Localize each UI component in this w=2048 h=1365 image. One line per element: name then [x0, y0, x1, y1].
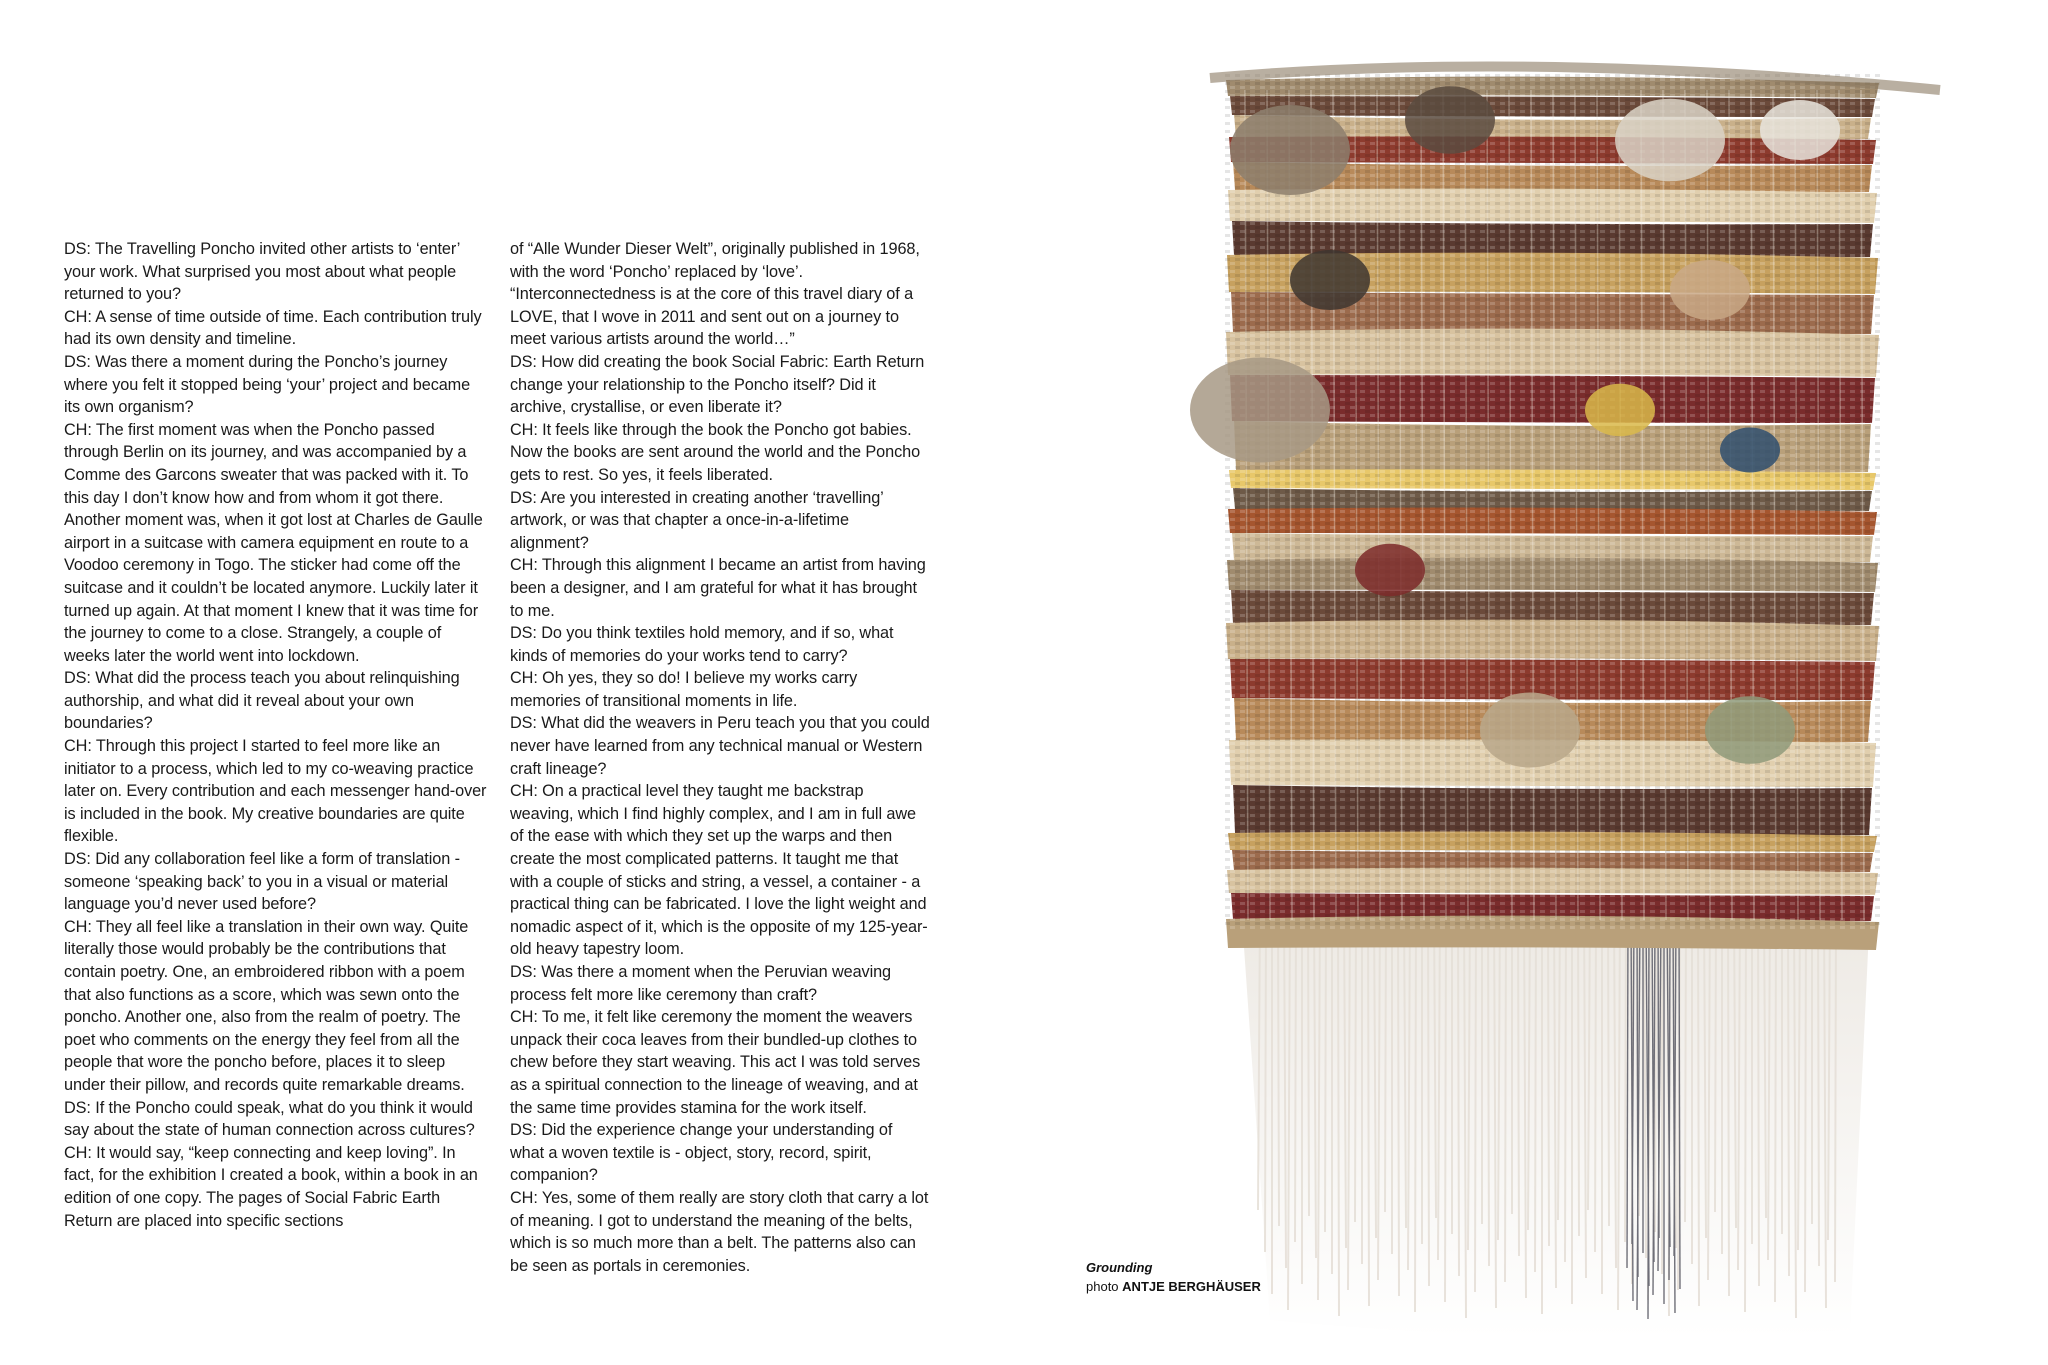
interview-paragraph: CH: Oh yes, they so do! I believe my works carry memories of transitional moments in life.: [510, 669, 858, 710]
grey-fringe-thread: [1669, 920, 1670, 1280]
wool-tuft: [1720, 428, 1780, 473]
fringe-thread: [1535, 910, 1536, 1272]
interview-paragraph: CH: It would say, “keep connecting and keep loving”. In fact, for the exhibition I created a book, within a book in an edition of one copy. The pages of Social Fabric Earth Return are placed into specific sections: [64, 1143, 478, 1230]
fringe-thread: [1788, 910, 1789, 1276]
fringe-thread: [1518, 910, 1519, 1256]
interview-paragraph: DS: If the Poncho could speak, what do you think it would say about the state of human connection across cultures?: [64, 1098, 475, 1140]
interview-paragraph: DS: Did the experience change your understanding of what a woven textile is - object, story, record, spirit, companion?: [510, 1121, 893, 1185]
grey-fringe-thread: [1627, 920, 1628, 1268]
interview-paragraph: CH: To me, it felt like ceremony the moment the weavers unpack their coca leaves from their bundled-up clothes to chew before they start weaving. This act I was told serves as a spiritual connection to the lineage of weaving, and at the same time provides stamina for the work itself.: [510, 1008, 921, 1117]
wool-tuft: [1480, 693, 1580, 768]
interview-paragraph: CH: Through this project I started to feel more like an initiator to a process, which led to my co-weaving practice later on. Every contribution and each messenger hand-over is included in the book. My creative boundaries are quite flexible.: [64, 737, 487, 846]
interview-paragraph: CH: Yes, some of them really are story cloth that carry a lot of meaning. I got to understand the meaning of the belts, which is so much more than a belt. The patterns also can be seen as portals in ceremonies.: [510, 1188, 929, 1275]
fringe-thread: [1835, 910, 1836, 1282]
wool-tuft: [1230, 105, 1350, 195]
fringe-thread: [1685, 910, 1686, 1222]
fringe-thread: [1355, 910, 1356, 1222]
photographer-name: ANTJE BERGHÄUSER: [1122, 1279, 1261, 1294]
fringe-thread: [1488, 910, 1489, 1266]
caption-credit-prefix: photo: [1086, 1279, 1119, 1294]
wool-tuft: [1585, 384, 1655, 437]
fringe-thread: [1595, 910, 1596, 1252]
fringe-thread: [1625, 910, 1626, 1242]
fringe-thread: [1565, 910, 1566, 1262]
interview-paragraph: DS: How did creating the book Social Fabric: Earth Return change your relationship to the Poncho itself? Did it archive, crystallise, or even liberate it?: [510, 352, 925, 417]
fringe-thread: [1278, 910, 1279, 1226]
fringe-thread: [1475, 910, 1476, 1292]
fringe-thread: [1715, 910, 1716, 1212]
wool-tuft: [1405, 86, 1495, 154]
wool-tuft: [1760, 100, 1840, 160]
grey-fringe-thread: [1648, 920, 1649, 1319]
fringe-thread: [1745, 910, 1746, 1312]
text-column-right: [510, 238, 930, 1277]
interview-paragraph: DS: Was there a moment when the Peruvian weaving process felt more like ceremony than craft?: [510, 963, 892, 1004]
interview-paragraph: CH: On a practical level they taught me backstrap weaving, which I find highly complex, and I am in full awe of the ease with which they set up the warps and then create the most complicated patterns. It taught me that with a couple of sticks and string, a vessel, a container - a practical thing can be fabricated. I love the light weight and nomadic aspect of it, which is the opposite of my 125-year-old heavy tapestry loom.: [510, 782, 928, 959]
fringe-thread: [1805, 910, 1806, 1292]
interview-paragraph: DS: Was there a moment during the Poncho’s journey where you felt it stopped being ‘your’ project and became its own organism?: [64, 352, 471, 417]
fringe-thread: [1818, 910, 1819, 1266]
woven-tapestry-image: [1150, 30, 1950, 1350]
wool-tuft: [1670, 260, 1750, 320]
fringe-thread: [1728, 910, 1729, 1296]
fringe-thread: [1295, 910, 1296, 1242]
text-column-left: [64, 238, 490, 1232]
fringe-thread: [1758, 910, 1759, 1286]
fringe-thread: [1428, 910, 1429, 1286]
fringe-thread: [1548, 910, 1549, 1246]
interview-paragraph: DS: What did the weavers in Peru teach you that you could never have learned from any technical manual or Western craft lineage?: [510, 714, 930, 778]
interview-paragraph: CH: They all feel like a translation in their own way. Quite literally those would probably be the contributions that contain poetry. One, an embroidered ribbon with a poem that also functions as a score, which was sewn onto the poncho. Another one, also from the realm of poetry. The poet who comments on the energy they feel from all the people that wore the poncho before, places it to sleep under their pillow, and records quite remarkable dreams.: [64, 917, 469, 1094]
interview-paragraph: DS: Are you interested in creating another ‘travelling’ artwork, or was that chapter a once-in-a-lifetime alignment?: [510, 488, 884, 552]
caption-title: Grounding: [1086, 1260, 1153, 1275]
fringe-thread: [1775, 910, 1776, 1302]
interview-paragraph: DS: The Travelling Poncho invited other artists to ‘enter’ your work. What surprised you most about what people returned to you?: [64, 240, 460, 304]
wool-tuft: [1190, 358, 1330, 463]
interview-paragraph: DS: Did any collaboration feel like a form of translation - someone ‘speaking back’ to you in a visual or material language you’d never used before?: [64, 850, 460, 914]
interview-paragraph: DS: Do you think textiles hold memory, and if so, what kinds of memories do your works tend to carry?: [510, 624, 894, 665]
fringe-thread: [1338, 910, 1339, 1316]
interview-paragraph: CH: It feels like through the book the Poncho got babies. Now the books are sent around the world and the Poncho gets to rest. So yes, it feels liberated.: [510, 420, 921, 484]
wool-tuft: [1290, 250, 1370, 310]
interview-paragraph: CH: Through this alignment I became an artist from having been a designer, and I am grateful for what it has brought to me.: [510, 556, 926, 620]
fringe-thread: [1385, 910, 1386, 1212]
fringe-thread: [1578, 910, 1579, 1236]
image-caption: [1086, 1258, 1261, 1296]
interview-paragraph: of “Alle Wunder Dieser Welt”, originally published in 1968, with the word ‘Poncho’ replaced by ‘love’. “Interconnectedness is at the core of this travel diary of a LOVE, that I wove in 2011 and sent out on a journey to meet various artists around the world…”: [510, 240, 920, 349]
fringe-thread: [1308, 910, 1309, 1216]
fringe-thread: [1608, 910, 1609, 1226]
wool-tuft: [1705, 696, 1795, 764]
wool-tuft: [1615, 99, 1725, 182]
fringe-thread: [1398, 910, 1399, 1296]
fringe-thread: [1265, 910, 1266, 1252]
interview-paragraph: DS: What did the process teach you about relinquishing authorship, and what did it reveal about your own boundaries?: [64, 669, 460, 733]
fringe-thread: [1415, 910, 1416, 1312]
interview-paragraph: CH: The first moment was when the Poncho passed through Berlin on its journey, and was accompanied by a Comme des Garcons sweater that was packed with it. To this day I don’t know how and from whom it got there. Another moment was, when it got lost at Charles de Gaulle airport in a suitcase with camera equipment en route to a Voodoo ceremony in Togo. The sticker had come off the suitcase and it couldn’t be located anymore. Luckily later it turned up again. At that moment I knew that it was time for the journey to come to a close. Strangely, a couple of weeks later the world went into lockdown.: [64, 420, 483, 665]
fringe-thread: [1505, 910, 1506, 1282]
fringe-thread: [1698, 910, 1699, 1306]
fringe-thread: [1368, 910, 1369, 1306]
fringe-thread: [1458, 910, 1459, 1276]
fringe-thread: [1445, 910, 1446, 1302]
fringe-thread: [1325, 910, 1326, 1232]
interview-paragraph: CH: A sense of time outside of time. Each contribution truly had its own density and timeline.: [64, 307, 482, 349]
wool-tuft: [1355, 544, 1425, 597]
grey-fringe-thread: [1679, 920, 1680, 1289]
caption-credit: [1086, 1277, 1261, 1296]
